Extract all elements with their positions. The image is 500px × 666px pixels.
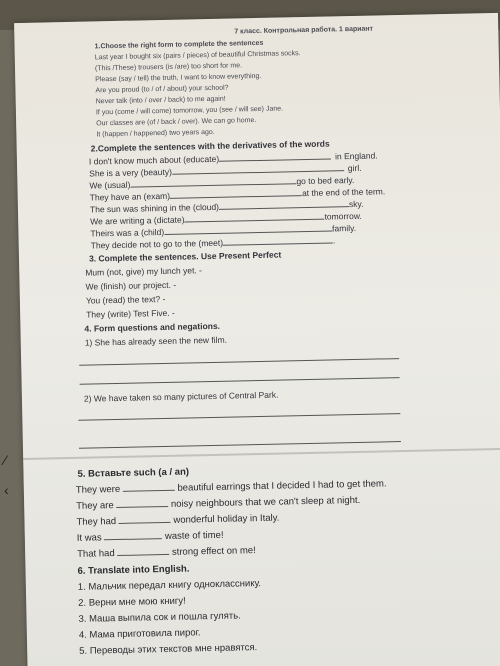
section4-item: 1) She has already seen the new film. [84,334,228,348]
section6-line: 2. Верни мне мою книгу! [78,595,186,609]
section1-line: If you (come / will come) tomorrow, you (see / will see) Jane. [95,105,284,117]
answer-blank [117,546,169,556]
line-end: noisy neighbours that we can't sleep at night. [170,494,361,510]
answer-blank [184,211,324,223]
line-start: That had [77,548,115,560]
line-start: Theirs was a (child) [90,226,165,239]
section3-heading: 3. Complete the sentences. Use Present Perfect [88,249,282,264]
line-start: They had [76,516,117,528]
section3-line: We (finish) our project. - [85,279,177,292]
section5-line [76,494,360,512]
line-end: tomorrow. [324,210,362,222]
section1-heading: 1.Choose the right form to complete the sentences [94,39,264,51]
section1-line: (This /These) trousers (is /are) too short for me. [94,62,243,73]
line-start: The sun was shining in the (cloud) [89,201,220,215]
answer-line [80,377,400,385]
section4-item: 2) We have taken so many pictures of Central Park. [83,389,279,404]
section3-line: You (read) the text? - [85,293,166,306]
line-end: at the end of the term. [301,186,386,199]
section6-line: 5. Переводы этих текстов мне нравятся. [79,642,258,657]
answer-blank [119,514,171,524]
line-end: girl. [347,162,362,174]
line-end: family. [332,222,357,234]
line-end: wonderful holiday in Italy. [173,512,280,526]
worksheet-title: 7 класс. Контрольная работа. 1 вариант [234,25,374,36]
line-end: sky. [348,198,364,210]
line-start: She is a very (beauty) [89,166,172,179]
answer-blank [123,482,175,492]
section6-line: 4. Мама приготовила пирог. [78,627,201,641]
line-end: . [332,235,336,246]
line-start: They are [76,500,114,512]
section1-line: Never talk (into / over / back) to me again! [95,95,226,106]
section3-line: They (write) Test Five. - [86,307,175,320]
section1-line: Are you proud (to / of / about) your school? [95,84,229,95]
answer-blank [170,187,302,199]
section5-line [77,529,224,544]
answer-blank [104,530,162,540]
line-start: It was [76,532,102,544]
section1-line: Last year I bought six (pairs / pieces) of beautiful Christmas socks. [94,50,301,62]
pen-tick-mark: ⁄ [4,452,7,468]
line-start: We are writing a (dictate) [90,214,185,227]
section4-heading: 4. Form questions and negations. [84,320,221,334]
section5-line [77,544,256,560]
section1-line: Please (say / tell) the truth, I want to know everything. [95,72,262,84]
section5-line [76,477,387,496]
answer-blank [223,234,333,245]
paper-fold [23,448,500,460]
answer-line [79,441,401,449]
section6-line: 3. Маша выпила сок и пошла гулять. [78,610,241,625]
section2-heading: 2.Complete the sentences with the derivatives of the words [90,138,330,154]
section1-line: It (happen / happened) two years ago. [96,128,215,139]
pen-tick-mark: ‹ [4,482,9,498]
worksheet-paper [14,13,500,666]
section5-heading: 5. Вставьте such (a / an) [77,466,190,480]
section5-line [76,512,279,528]
answer-blank [116,498,168,508]
line-start: They have an (exam) [89,190,171,203]
answer-line [78,413,400,421]
line-start: We (usual) [89,179,131,191]
section1-line: Our classes are (of / back / over). We can go home. [96,117,257,128]
section6-heading: 6. Translate into English. [77,563,190,577]
line-start: They were [75,483,121,496]
answer-blank [219,150,331,161]
line-end: strong effect on me! [171,545,256,558]
line-end: beautiful earrings that I decided I had to get them. [177,478,387,494]
answer-blank [219,198,349,210]
line-start: I don't know much about (educate) [88,153,220,167]
section3-line: Mum (not, give) my lunch yet. - [85,265,203,278]
line-end: waste of time! [164,529,224,543]
section6-line: 1. Мальчик передал книгу однокласснику. [77,578,262,593]
line-end: go to bed early. [296,174,355,187]
line-end: in England. [334,150,378,162]
answer-line [79,358,399,366]
line-start: They decide not to go to the (meet) [90,237,224,251]
